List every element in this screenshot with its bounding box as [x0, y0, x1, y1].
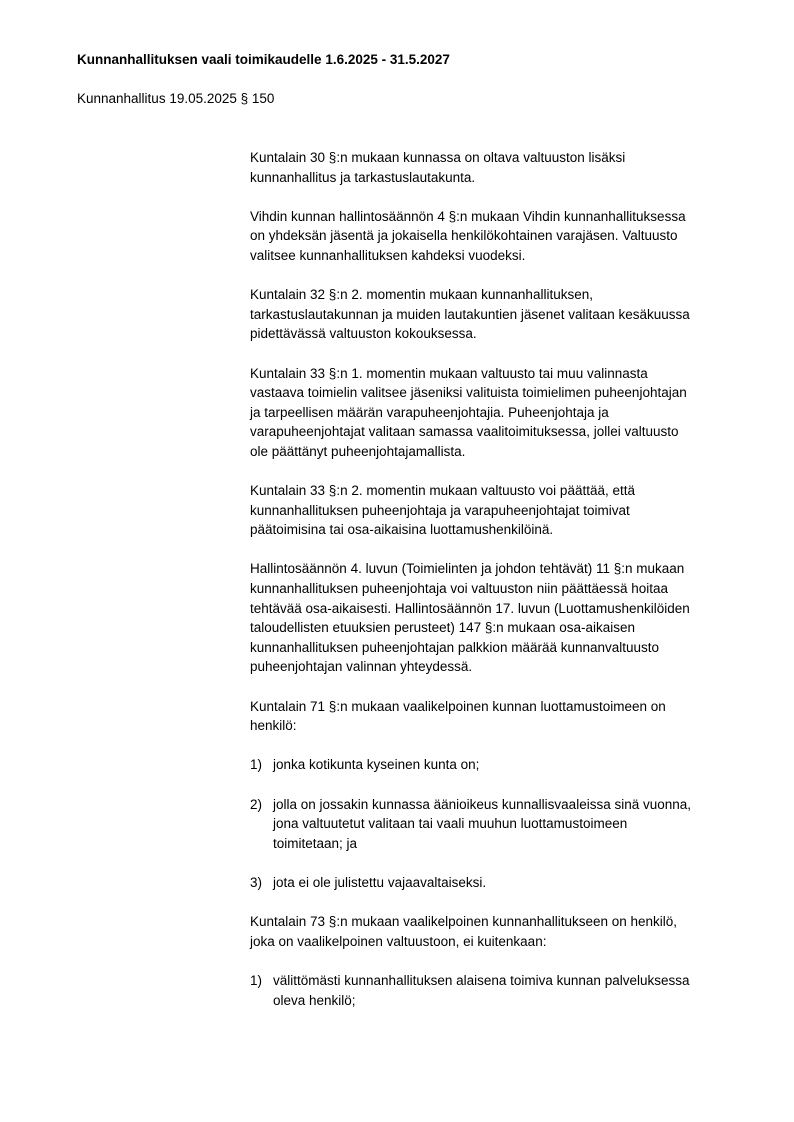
list-number: 3)	[250, 874, 263, 890]
paragraph	[250, 285, 740, 344]
text-line: pidettävässä valtuuston kokouksessa.	[250, 326, 477, 342]
text-line: henkilö:	[250, 718, 297, 734]
text-line: ole päättänyt puheenjohtajamallista.	[250, 443, 466, 459]
paragraph	[250, 207, 740, 266]
paragraph	[250, 912, 740, 951]
meeting-reference: Kunnanhallitus 19.05.2025 § 150	[77, 91, 275, 106]
list-item	[250, 971, 740, 1010]
text-line: tarkastuslautakunnan ja muiden lautakuntien jäsenet valitaan kesäkuussa	[250, 306, 690, 322]
list-number: 1)	[250, 757, 263, 773]
paragraph	[250, 481, 740, 540]
document-body	[250, 148, 740, 1030]
paragraph	[250, 148, 740, 187]
list-item-text	[273, 873, 740, 893]
text-line: puheenjohtajan valinnan yhteydessä.	[250, 659, 473, 675]
text-line: on yhdeksän jäsentä ja jokaisella henkilökohtainen varajäsen. Valtuusto	[250, 228, 678, 244]
text-line: joka on vaalikelpoinen valtuustoon, ei kuitenkaan:	[250, 933, 547, 949]
text-line: oleva henkilö;	[273, 992, 356, 1008]
list-item	[250, 795, 740, 854]
paragraph	[250, 697, 740, 736]
text-line: kunnanhallituksen puheenjohtaja ja varapuheenjohtajat toimivat	[250, 502, 630, 518]
document-title: Kunnanhallituksen vaali toimikaudelle 1.6.2025 - 31.5.2027	[77, 52, 450, 67]
text-line: varapuheenjohtajat valitaan samassa vaalitoimituksessa, jollei valtuusto	[250, 424, 679, 440]
text-line: kunnanhallitus ja tarkastuslautakunta.	[250, 169, 476, 185]
text-line: jonka kotikunta kyseinen kunta on;	[273, 757, 480, 773]
list-item	[250, 755, 740, 775]
text-line: päätoimisina tai osa-aikaisina luottamushenkilöinä.	[250, 522, 554, 538]
text-line: jona valtuutetut valitaan tai vaali muuhun luottamustoimeen	[273, 816, 628, 832]
text-line: Kuntalain 73 §:n mukaan vaalikelpoinen kunnanhallitukseen on henkilö,	[250, 914, 678, 930]
text-line: Kuntalain 32 §:n 2. momentin mukaan kunnanhallituksen,	[250, 287, 593, 303]
text-line: Kuntalain 30 §:n mukaan kunnassa on oltava valtuuston lisäksi	[250, 150, 626, 165]
text-line: kunnanhallituksen puheenjohtajan palkkion määrää kunnanvaltuusto	[250, 639, 660, 655]
list-number: 2)	[250, 796, 263, 812]
list-number: 1)	[250, 972, 263, 988]
text-line: Kuntalain 71 §:n mukaan vaalikelpoinen kunnan luottamustoimeen on	[250, 698, 666, 714]
text-line: tehtävää osa-aikaisesti. Hallintosäännön 17. luvun (Luottamushenkilöiden	[250, 600, 690, 616]
text-line: ja tarpeellisen määrän varapuheenjohtajia. Puheenjohtaja ja	[250, 404, 609, 420]
text-line: välittömästi kunnanhallituksen alaisena toimiva kunnan palveluksessa	[273, 972, 690, 988]
list-item-text	[273, 795, 740, 854]
text-line: Hallintosäännön 4. luvun (Toimielinten ja johdon tehtävät) 11 §:n mukaan	[250, 561, 685, 577]
text-line: Vihdin kunnan hallintosäännön 4 §:n mukaan Vihdin kunnanhallituksessa	[250, 208, 686, 224]
text-line: valitsee kunnanhallituksen kahdeksi vuodeksi.	[250, 247, 526, 263]
list-item-text	[273, 755, 740, 775]
paragraph	[250, 559, 740, 677]
text-line: jota ei ole julistettu vajaavaltaiseksi.	[273, 874, 487, 890]
text-line: vastaava toimielin valitsee jäseniksi valituista toimielimen puheenjohtajan	[250, 385, 687, 401]
list-item-text	[273, 971, 740, 1010]
text-line: toimitetaan; ja	[273, 835, 358, 851]
paragraph	[250, 364, 740, 462]
text-line: Kuntalain 33 §:n 1. momentin mukaan valtuusto tai muu valinnasta	[250, 365, 648, 381]
text-line: taloudellisten etuuksien perusteet) 147 §:n mukaan osa-aikaisen	[250, 620, 635, 636]
text-line: Kuntalain 33 §:n 2. momentin mukaan valtuusto voi päättää, että	[250, 483, 635, 499]
list-item	[250, 873, 740, 893]
text-line: jolla on jossakin kunnassa äänioikeus kunnallisvaaleissa sinä vuonna,	[273, 796, 692, 812]
text-line: kunnanhallituksen puheenjohtaja voi valtuuston niin päättäessä hoitaa	[250, 581, 669, 597]
